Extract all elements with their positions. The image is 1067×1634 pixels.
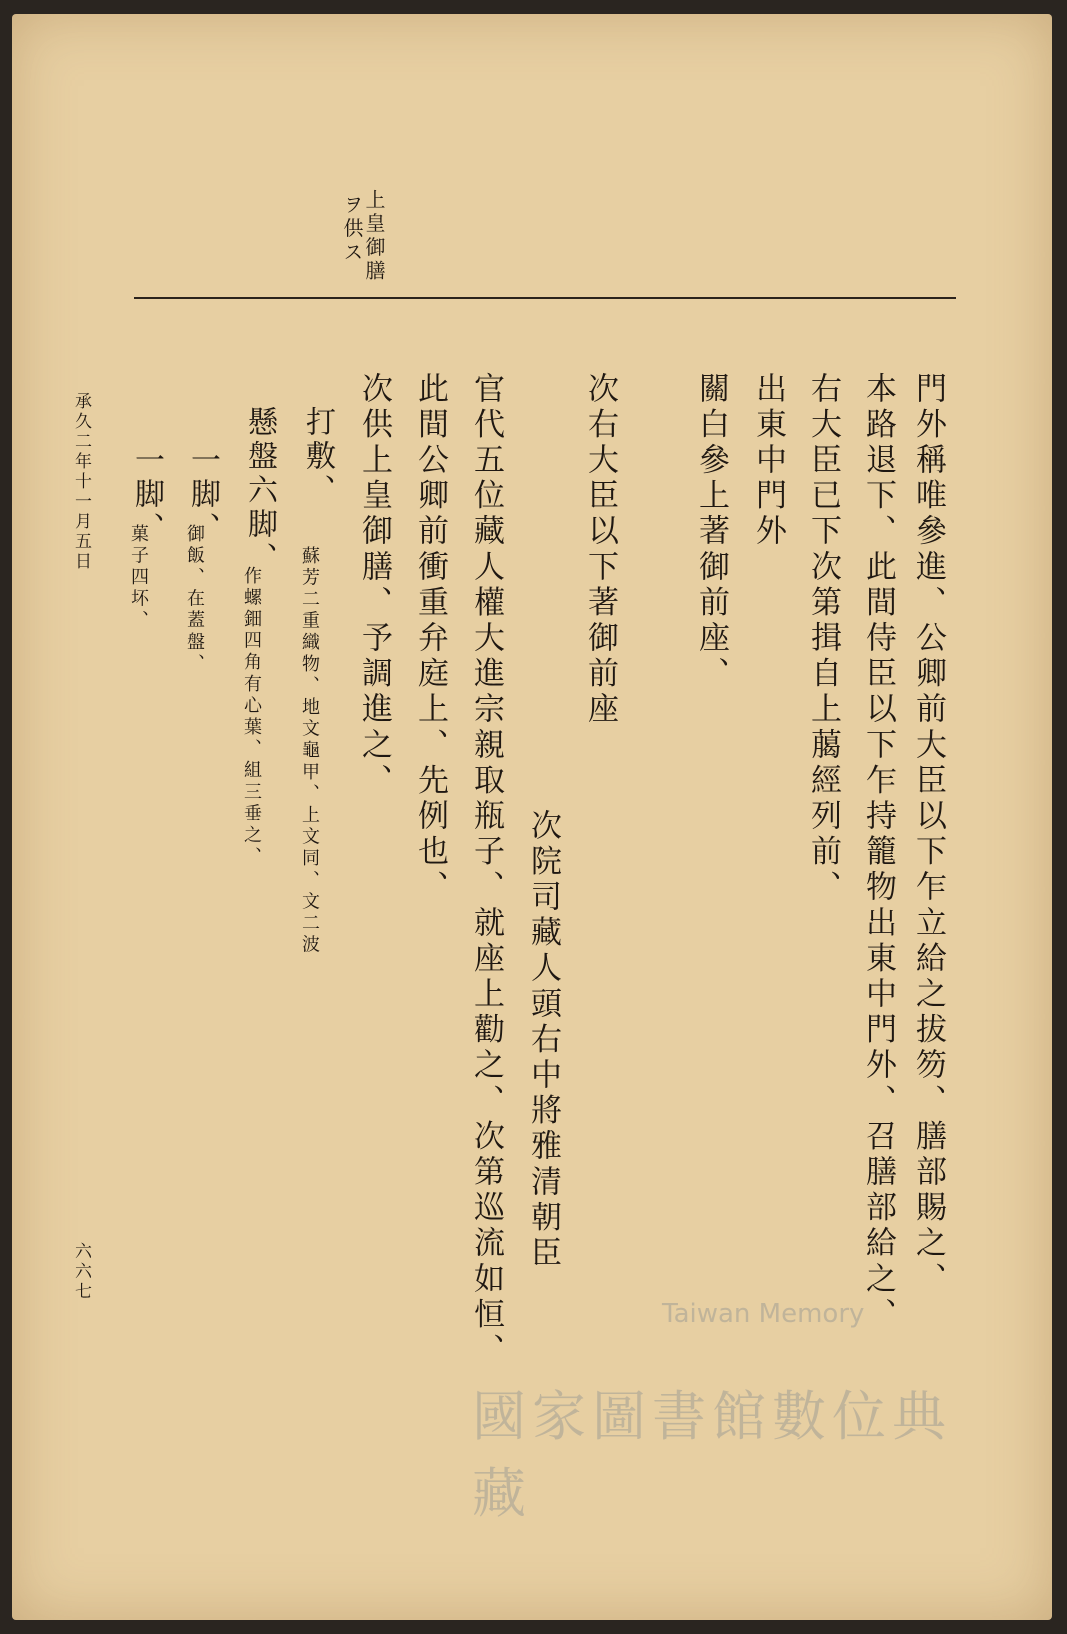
footer-date: 承久二年十一月五日 [71,392,91,572]
watermark-english: Taiwan Memory [662,1299,865,1329]
body-line-9: 此間公卿前衝重弁庭上、先例也、 [412,372,448,906]
margin-heading-line2: ヲ供ス [340,194,364,265]
list-item-4-main: 一脚、 [129,444,164,546]
body-line-6: 次右大臣以下著御前座 [582,372,618,728]
body-line-2: 本路退下、此間侍臣以下乍持籠物出東中門外、召膳部給之、 [860,372,896,1334]
body-line-5: 關白參上著御前座、 [693,372,729,693]
document-page [12,14,1052,1620]
body-line-10: 次供上皇御膳、予調進之、 [356,372,392,800]
list-item-1-main: 打敷、 [300,406,335,508]
header-rule [134,297,956,299]
body-line-1: 門外稱唯參進、公卿前大臣以下乍立給之拔笏、膳部賜之、 [910,372,946,1298]
margin-heading-line1: 上皇御膳 [362,189,386,284]
list-item-3-note: 御飯、在蓋盤、 [184,524,205,676]
list-item-2-main: 懸盤六脚、 [242,406,277,576]
list-item-3-main: 一脚、 [185,444,220,546]
list-item-1-note: 蘇芳二重織物、地文龜甲、上文同、文二波 [299,546,320,957]
list-item-2-note: 作螺鈿四角有心葉、組三垂之、 [241,566,262,869]
body-line-4: 出東中門外 [750,372,786,550]
body-line-3: 右大臣已下次第揖自上﨟經列前、 [805,372,841,906]
watermark-chinese: 國家圖書館數位典藏 [472,1385,952,1525]
body-line-7: 次院司藏人頭右中將雅清朝臣 [525,809,561,1272]
page-number: 六六七 [71,1242,91,1302]
body-line-8: 官代五位藏人權大進宗親取瓶子、就座上勸之、次第巡流如恒、 [468,372,504,1369]
list-item-4-note: 菓子四坏、 [128,524,149,632]
